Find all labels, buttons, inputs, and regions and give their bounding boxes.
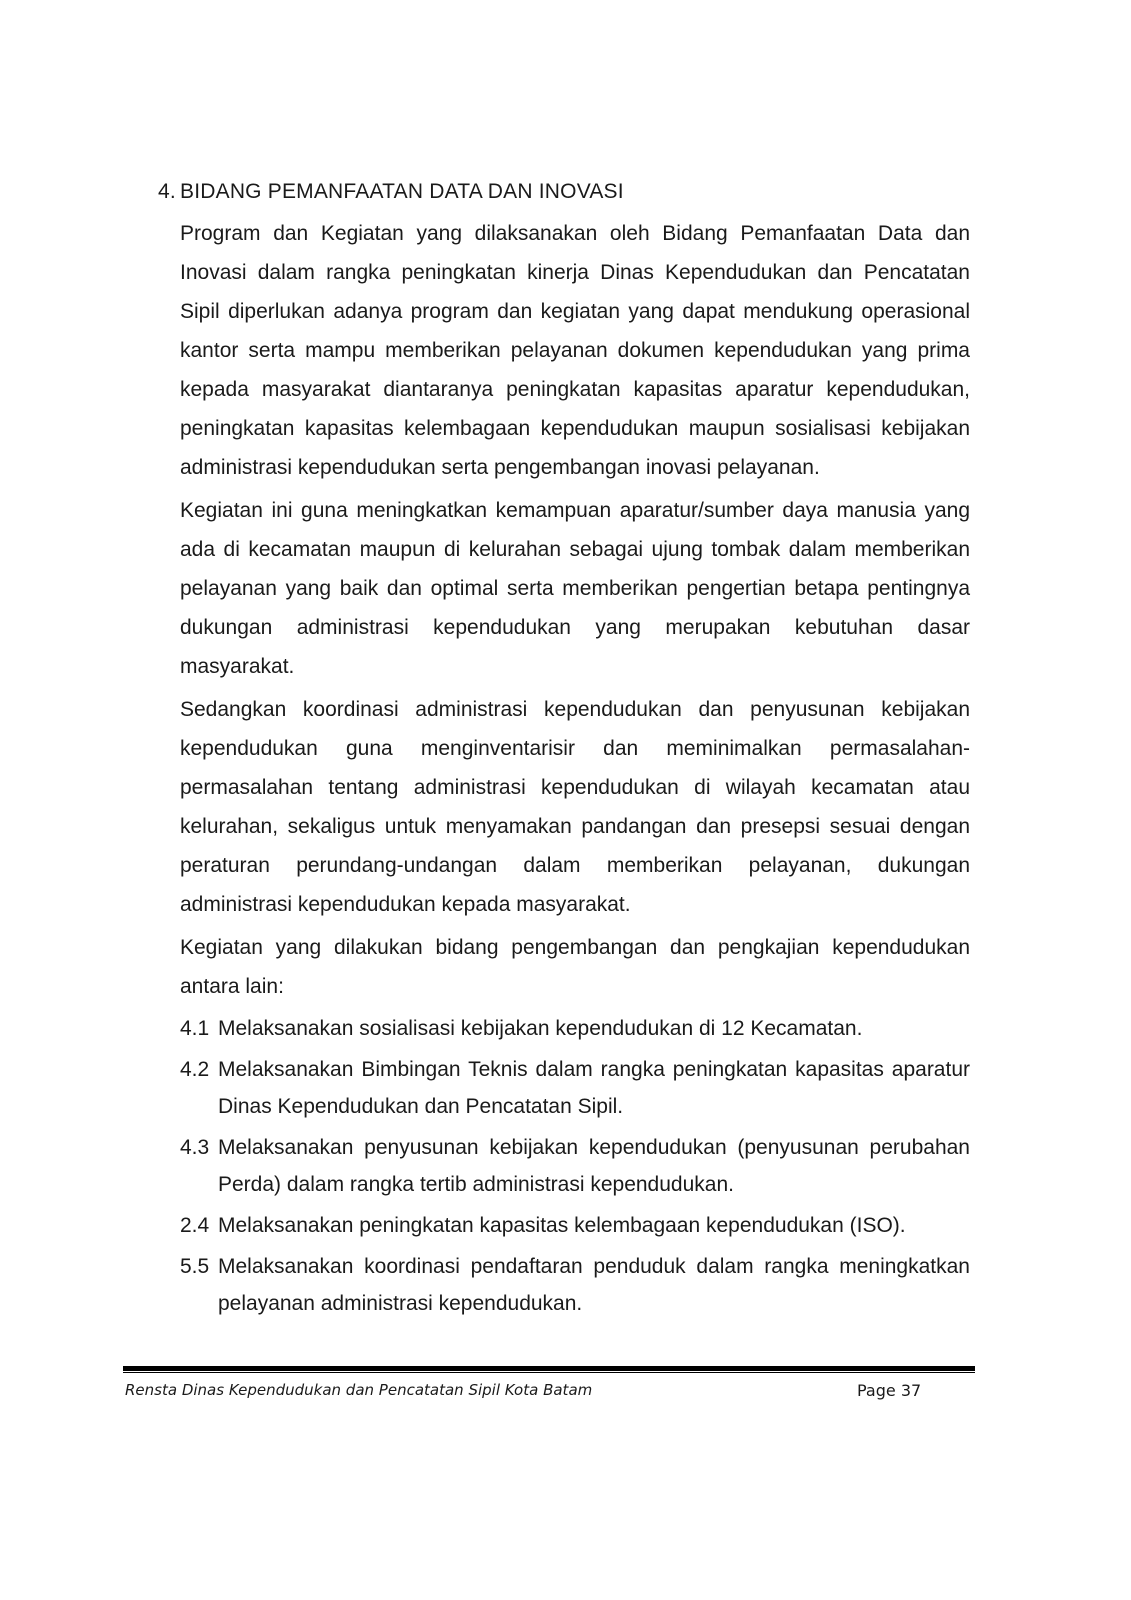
list-item <box>180 1248 970 1322</box>
list-item <box>180 1010 970 1047</box>
list-item <box>180 1207 970 1244</box>
paragraph: Kegiatan ini guna meningkatkan kemampuan aparatur/sumber daya manusia yang ada di kecamatan maupun di kelurahan sebagai ujung tombak dalam memberikan pelayanan yang baik dan optimal serta memberikan pengertian betapa pentingnya dukungan administrasi kependudukan yang merupakan kebutuhan dasar masyarakat. <box>180 499 970 678</box>
list-item-number: 2.4 <box>180 1214 210 1237</box>
section-number: 4. <box>158 180 176 203</box>
list-item-number: 5.5 <box>180 1255 210 1278</box>
section-heading <box>158 180 970 204</box>
list-item-text: Melaksanakan sosialisasi kebijakan kependudukan di 12 Kecamatan. <box>218 1017 863 1040</box>
list-item-number: 4.2 <box>180 1058 210 1081</box>
activity-list <box>180 1010 970 1322</box>
list-item-text: Melaksanakan penyusunan kebijakan kependudukan (penyusunan perubahan Perda) dalam rangka tertib administrasi kependudukan. <box>218 1136 970 1196</box>
footer-divider-thin <box>123 1372 975 1373</box>
list-item-text: Melaksanakan koordinasi pendaftaran penduduk dalam rangka meningkatkan pelayanan administrasi kependudukan. <box>218 1255 970 1315</box>
list-item-number: 4.1 <box>180 1017 210 1040</box>
footer-document-title: Rensta Dinas Kependudukan dan Pencatatan Sipil Kota Batam <box>125 1381 593 1399</box>
paragraph: Kegiatan yang dilakukan bidang pengembangan dan pengkajian kependudukan antara lain: <box>180 936 970 998</box>
list-item-number: 4.3 <box>180 1136 210 1159</box>
paragraph: Sedangkan koordinasi administrasi kependudukan dan penyusunan kebijakan kependudukan guna menginventarisir dan meminimalkan permasalahan-permasalahan tentang administrasi kependudukan di wilayah kecamatan atau kelurahan, sekaligus untuk menyamakan pandangan dan presepsi sesuai dengan peraturan perundang-undangan dalam memberikan pelayanan, dukungan administrasi kependudukan kepada masyarakat. <box>180 698 970 916</box>
footer-page-number: Page 37 <box>857 1381 922 1400</box>
footer-divider <box>123 1366 975 1371</box>
list-item-text: Melaksanakan Bimbingan Teknis dalam rangka peningkatan kapasitas aparatur Dinas Kependudukan dan Pencatatan Sipil. <box>218 1058 970 1118</box>
page-content <box>158 180 970 1326</box>
list-item <box>180 1129 970 1203</box>
list-item <box>180 1051 970 1125</box>
section-title: BIDANG PEMANFAATAN DATA DAN INOVASI <box>180 180 624 203</box>
list-item-text: Melaksanakan peningkatan kapasitas kelembagaan kependudukan (ISO). <box>218 1214 906 1237</box>
paragraph: Program dan Kegiatan yang dilaksanakan oleh Bidang Pemanfaatan Data dan Inovasi dalam rangka peningkatan kinerja Dinas Kependudukan dan Pencatatan Sipil diperlukan adanya program dan kegiatan yang dapat mendukung operasional kantor serta mampu memberikan pelayanan dokumen kependudukan yang prima kepada masyarakat diantaranya peningkatan kapasitas aparatur kependudukan, peningkatan kapasitas kelembagaan kependudukan maupun sosialisasi kebijakan administrasi kependudukan serta pengembangan inovasi pelayanan. <box>180 222 970 479</box>
